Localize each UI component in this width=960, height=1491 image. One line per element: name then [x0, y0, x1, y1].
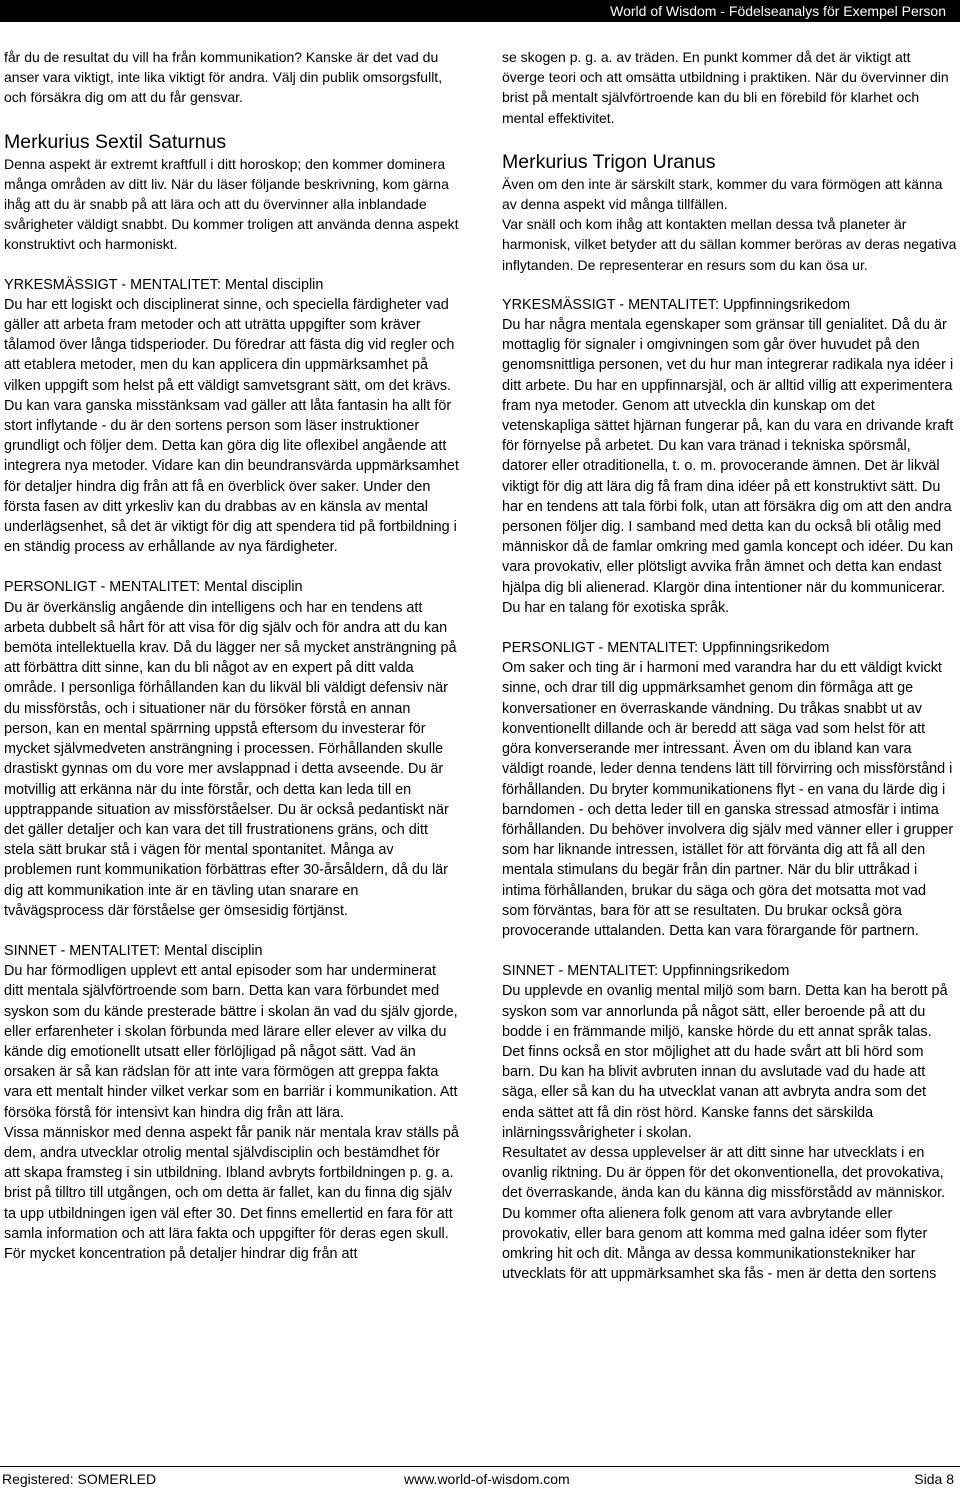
- section-text-mind-1: Du har förmodligen upplevt ett antal episoder som har underminerat ditt mentala självförtroende som barn. Detta kan vara förbundet med syskon som du kände presterade bättre i skolan än vad du själv gjorde, eller erfarenheter i skolan förbunda med lärare eller elever av vilka du kände dig emotionellt utsatt eller förlöjligad på något sätt. Vad än orsaken är så kan rädslan för att inte vara förmögen att greppa fakta vara ett mentalt hinder vilket verkar som en barriär i kommunikation. Att försöka förstå för intensivt kan hindra dig från att lära.: [4, 963, 458, 1121]
- header-bar: [0, 0, 960, 22]
- page-footer: [0, 1471, 960, 1489]
- section-text-personal: Du är överkänslig angående din intelligens och har en tendens att arbeta dubbelt så hårt för att visa för dig själv och för andra att du kan bemöta intellektuella krav. Då du lägger ner så mycket ansträngning på att förbättra ditt sinne, kan du bli något av en expert på ditt valda område. I personliga förhållanden kan du likväl bli väldigt defensiv när du missförstås, och i situationer när du försöker förstå en annan person, kan en mental spärrning uppstå eftersom du investerar för mycket självmedveten ansträngning i processen. Förhållanden skulle drastiskt gynnas om du vore mer avslappnad i detta avseende. Du är motvillig att erkänna när du inte förstår, och detta kan leda till en upptrappande situation av missförståelser. Du är också pedantiskt när det gäller detaljer och kan vara det till frustrationens gräns, och ditt stela sätt brukar stå i vägen för mental spontanitet. Många av problemen runt kommunikation förbättras efter 30-årsåldern, då du lär dig att kommunikation inte är en tävling utan snarare en tvåvägsprocess där förståelse ger ömsesidig förtjänst.: [4, 599, 457, 919]
- left-intro-paragraph: får du de resultat du vill ha från kommunikation? Kanske är det vad du anser vara viktigt, inte lika viktigt för andra. Välj din publik omsorgsfullt, och försäkra dig om att du får gensvar.: [4, 49, 443, 106]
- footer-website-link[interactable]: www.world-of-wisdom.com: [404, 1471, 570, 1487]
- section-text-mind-1: Du upplevde en ovanlig mental miljö som barn. Detta kan ha berott på syskon som var annorlunda på något sätt, eller beroende på att du bodde i en främmande miljö, kanske hörde du ett annat språk talas. Det finns också en stor möjlighet att du hade svårt att bli hörd som barn. Du kan ha blivit avbruten innan du avslutade vad du hade att säga, eller så kan du ha utvecklat vanan att avbryta andra som det enda sättet att få din röst hörd. Kanske fanns det särskilda inlärningssvårigheter i skolan.: [502, 983, 948, 1141]
- section-text-personal: Om saker och ting är i harmoni med varandra har du ett väldigt kvickt sinne, och drar till dig uppmärksamhet genom din förmåga att ge konversationer en överraskande vändning. Du tråkas snabbt ut av konventionellt dillande och är beredd att säga vad som helst för att göra konverserande mer intressant. Även om du ibland kan vara väldigt roande, leder denna tendens lätt till förvirring och missförstånd i förhållanden. Du bryter kommunikationens flyt - en vana du lärde dig i barndomen - och detta leder till en ganska stressad atmosfär i intima förhållanden. Du behöver involvera dig själv med vänner eller i grupper som har liknande intressen, istället för att förvänta dig att få all den mentala stimulans du begär från din partner. När du blir uttråkad i intima förhållanden, brukar du säga och göra det motsatta mot vad som förväntas, bara för att se resultaten. Du brukar också göra provocerande uttalanden. Detta kan vara förargande för partnern.: [502, 660, 954, 939]
- right-intro-paragraph: se skogen p. g. a. av träden. En punkt kommer då det är viktigt att överge teori och att omsätta utbildning i praktiken. När du övervinner din brist på mentalt självförtroende kan du bli en förebild för klarhet och mental effektivitet.: [502, 49, 949, 126]
- right-column: [502, 47, 957, 1441]
- section-title-professional: YRKESMÄSSIGT - MENTALITET: Uppfinningsrikedom: [502, 296, 851, 313]
- section-title-professional: YRKESMÄSSIGT - MENTALITET: Mental disciplin: [4, 276, 324, 293]
- aspect-heading-mercury-sextile-saturn: Merkurius Sextil Saturnus: [4, 130, 227, 153]
- section-text-professional: Du har några mentala egenskaper som gränsar till genialitet. Då du är mottaglig för signaler i omgivningen som går över huvudet på den genomsnittliga personen, vet du hur man integrerar radikala nya idéer i ditt arbete. Du har en uppfinnarsjäl, och är alltid villig att experimentera fram nya metoder. Genom att utveckla din kunskap om det vetenskapliga sättet hjärnan fungerar på, kan du vara en drivande kraft för förnyelse på arbetet. Du kan vara tränad i tekniska spörsmål, datorer eller otraditionella, t. o. m. provocerande ämnen. Det är likväl viktigt för dig att lära dig få fram dina idéer på ett konstruktivt sätt. Du har en tendens att tala förbi folk, utan att försäkra dig om att den andra personen följer dig. I samband med detta kan du också bli otålig med människor då de famlar omkring med gamla koncept och idéer. Du kan vara provokativ, eller plötsligt avvika från ämnet och detta kan endast hjälpa dig bli alienerad. Klargör dina intentioner när du kommunicerar. Du har en talang för exotiska språk.: [502, 317, 954, 616]
- footer-page-number: Sida 8: [914, 1471, 954, 1487]
- section-text-mind-2: Vissa människor med denna aspekt får panik när mentala krav ställs på dem, andra utvecklar otrolig mental självdisciplin och bestämdhet för att skapa framsteg i sin utbildning. Ibland avbryts fortbildningen p. g. a. brist på tilltro till utgången, och om detta är fallet, kan du finna dig själv ta upp utbildningen igen väl efter 30. Det finns emellertid en fara för att samla information och att lära fakta och uppgifter för deras egen skull. För mycket koncentration på detaljer hindrar dig från att: [4, 1124, 459, 1262]
- aspect-summary-paragraph-2: Var snäll och kom ihåg att kontakten mellan dessa två planeter är harmonisk, vilket betyder att du sällan kommer beröras av deras negativa inflytanden. De representerar en resurs som du kan ösa ur.: [502, 216, 957, 273]
- section-title-personal: PERSONLIGT - MENTALITET: Uppfinningsrikedom: [502, 640, 830, 657]
- footer-divider: [0, 1466, 960, 1467]
- aspect-heading-mercury-trine-uranus: Merkurius Trigon Uranus: [502, 150, 716, 173]
- section-text-professional: Du har ett logiskt och disciplinerat sinne, och speciella färdigheter vad gäller att arbeta fram metoder och att uträtta uppgifter som kräver tålamod över långa tidsperioder. Du föredrar att fästa dig vid regler och att etablera metoder, men du kan applicera din uppmärksamhet på vilken uppgift som helst på ett väldigt samvetsgrant sätt, om det krävs. Du kan vara ganska misstänksam vad gäller att låta fantasin ha allt för stort inflytande - du är den sortens person som läser instruktioner grundligt och följer dem. Detta kan göra dig lite oflexibel angående att integrera nya metoder. Vidare kan din beundransvärda uppmärksamhet för detaljer hindra dig från att få en överblick över saker. Under den första fasen av ditt yrkesliv kan du drabbas av en känsla av mental underlägsenhet, så det är viktigt för dig att spendera tid på fortbildning i en ständig process av erhållande av nya färdigheter.: [4, 296, 459, 556]
- section-title-mind: SINNET - MENTALITET: Uppfinningsrikedom: [502, 963, 790, 980]
- document-title: World of Wisdom - Födelseanalys för Exempel Person: [610, 3, 946, 19]
- aspect-summary-paragraph: Denna aspekt är extremt kraftfull i ditt horoskop; den kommer dominera många områden av ditt liv. När du läser följande beskrivning, kom gärna ihåg att du är snabb på att lära och att du övervinner alla inblandade svårigheter väldigt snabbt. Du kommer troligen att använda denna aspekt konstruktivt och harmoniskt.: [4, 155, 459, 253]
- footer-registration: Registered: SOMERLED: [2, 1471, 157, 1487]
- section-title-personal: PERSONLIGT - MENTALITET: Mental disciplin: [4, 579, 303, 596]
- left-column: [4, 47, 459, 1441]
- aspect-summary-paragraph-1: Även om den inte är särskilt stark, kommer du vara förmögen att känna av denna aspekt vid många tillfällen.: [502, 175, 943, 213]
- section-title-mind: SINNET - MENTALITET: Mental disciplin: [4, 942, 263, 959]
- section-text-mind-2: Resultatet av dessa upplevelser är att ditt sinne har utvecklats i en ovanlig riktning. Du är öppen för det okonventionella, det provokativa, det överraskande, ända kan du känna dig missförstådd av människor. Du kommer ofta alienera folk genom att vara avbrytande eller provokativ, eller bara genom att komma med galna idéer som flyter omkring hit och dit. Många av dessa kommunikationstekniker har utvecklats för att uppmärksamhet ska fås - men är detta den sortens: [502, 1144, 946, 1283]
